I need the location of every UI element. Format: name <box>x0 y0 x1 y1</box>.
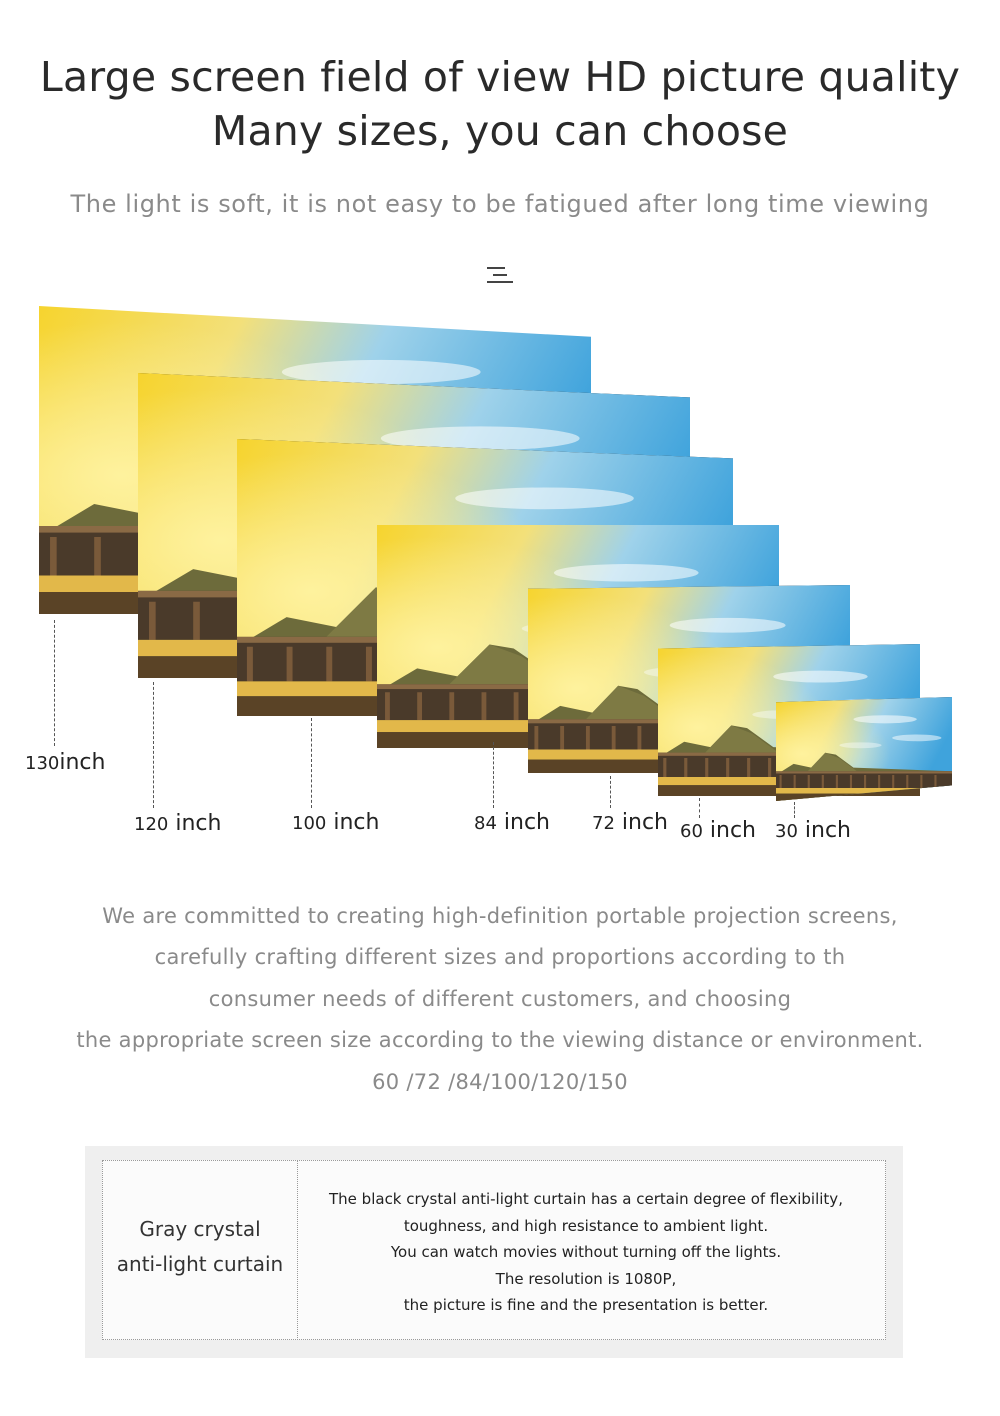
size-number: 72 <box>592 813 615 834</box>
guide-line-60 <box>699 798 700 818</box>
guide-line-130 <box>54 620 55 746</box>
page-title-line2: Many sizes, you can choose <box>211 107 789 155</box>
size-unit: inch <box>503 810 551 835</box>
page-title-line1: Large screen field of view HD picture quality <box>39 53 961 101</box>
size-number: 120 <box>134 814 169 835</box>
info-desc-line: the picture is fine and the presentation is better. <box>403 1296 769 1314</box>
size-label-60 <box>680 818 756 843</box>
size-number: 130 <box>25 753 60 774</box>
info-name-line: Gray crystal <box>139 1217 261 1241</box>
guide-line-30 <box>794 802 795 818</box>
guide-line-120 <box>153 682 154 808</box>
size-unit: inch <box>621 810 669 835</box>
size-number: 100 <box>292 813 327 834</box>
divider-icon <box>487 264 513 286</box>
description-line: We are committed to creating high-definition portable projection screens, <box>102 904 898 928</box>
description-text <box>0 896 1000 1103</box>
size-number: 30 <box>775 821 798 842</box>
guide-line-84 <box>493 742 494 808</box>
description-line: consumer needs of different customers, and choosing <box>208 986 792 1011</box>
screen-30-inch <box>776 697 952 801</box>
size-unit: inch <box>333 810 380 835</box>
info-desc-line: toughness, and high resistance to ambient light. <box>403 1216 769 1235</box>
description-line: the appropriate screen size according to the viewing distance or environment. <box>76 1028 924 1053</box>
size-label-84 <box>474 810 550 835</box>
size-unit: inch <box>804 818 852 843</box>
size-number: 84 <box>474 813 497 834</box>
size-label-130 <box>25 750 105 775</box>
size-label-100 <box>292 810 379 835</box>
info-product-description <box>298 1186 874 1319</box>
page-subtitle: The light is soft, it is not easy to be fatigued after long time viewing <box>70 190 930 218</box>
info-desc-line: The resolution is 1080P, <box>495 1269 677 1288</box>
info-desc-line: You can watch movies without turning off the lights. <box>390 1243 782 1261</box>
guide-line-100 <box>311 718 312 808</box>
description-sizes: 60 /72 /84/100/120/150 <box>372 1069 628 1094</box>
size-unit: inch <box>709 818 757 843</box>
size-unit: inch <box>175 811 222 836</box>
description-line: carefully crafting different sizes and proportions according to th <box>154 945 846 970</box>
size-label-120 <box>134 811 221 836</box>
size-label-30 <box>775 818 851 843</box>
size-unit: inch <box>59 750 106 775</box>
guide-line-72 <box>610 776 611 808</box>
info-desc-line: The black crystal anti-light curtain has a certain degree of flexibility, <box>329 1190 843 1208</box>
info-product-name <box>103 1212 297 1282</box>
size-label-72 <box>592 810 668 835</box>
info-name-line: anti-light curtain <box>116 1252 284 1276</box>
size-number: 60 <box>680 821 703 842</box>
